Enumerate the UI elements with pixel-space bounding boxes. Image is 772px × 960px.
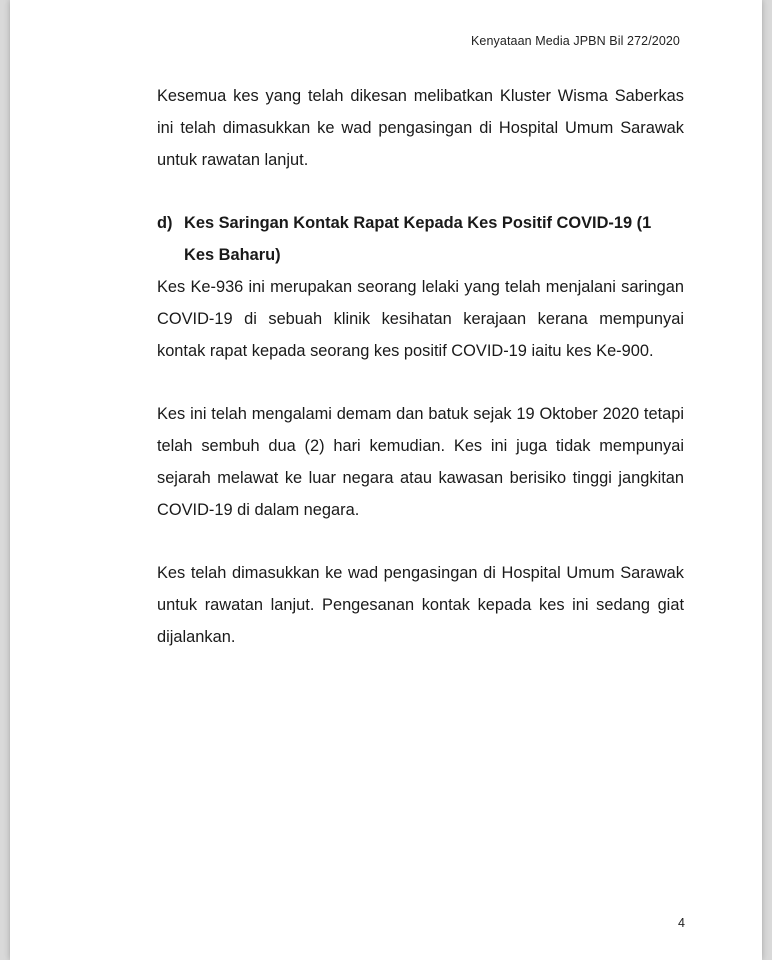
document-body (157, 80, 684, 653)
document-page (10, 0, 762, 960)
section-marker: d) (157, 214, 173, 232)
paragraph-symptoms: Kes ini telah mengalami demam dan batuk sejak 19 Oktober 2020 tetapi telah sembuh dua (2) hari kemudian. Kes ini juga tidak mempunyai sejarah melawat ke luar negara atau kawasan berisiko tinggi jangkitan COVID-19 di dalam negara. (157, 405, 684, 519)
section-heading (157, 207, 684, 271)
section-d (157, 207, 684, 367)
document-reference: Kenyataan Media JPBN Bil 272/2020 (471, 34, 680, 48)
page-number: 4 (678, 916, 685, 930)
paragraph-cluster-summary: Kesemua kes yang telah dikesan melibatkan Kluster Wisma Saberkas ini telah dimasukkan ke wad pengasingan di Hospital Umum Sarawak untuk rawatan lanjut. (157, 87, 684, 169)
paragraph-case-936: Kes Ke-936 ini merupakan seorang lelaki yang telah menjalani saringan COVID-19 di sebuah klinik kesihatan kerajaan kerana mempunyai kontak rapat kepada seorang kes positif COVID-19 iaitu kes Ke-900. (157, 278, 684, 360)
paragraph-isolation: Kes telah dimasukkan ke wad pengasingan di Hospital Umum Sarawak untuk rawatan lanjut. Pengesanan kontak kepada kes ini sedang giat dijalankan. (157, 564, 684, 646)
section-title: Kes Saringan Kontak Rapat Kepada Kes Positif COVID-19 (1 Kes Baharu) (184, 214, 652, 264)
